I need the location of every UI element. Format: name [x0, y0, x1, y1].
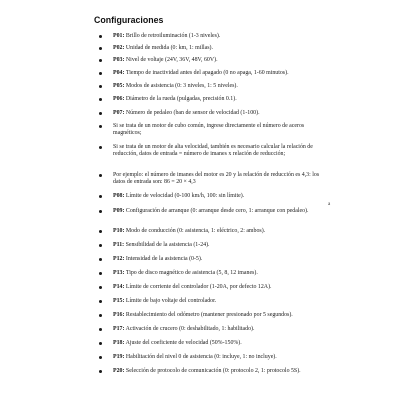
setting-code: P07: [113, 110, 125, 116]
bullet-icon [99, 370, 102, 373]
setting-description: Número de pedaleo (ban de sensor de velocidad (1-100). [124, 110, 260, 116]
setting-code: P09: [113, 208, 125, 214]
setting-description: Sensibilidad de la asistencia (1-24). [124, 242, 210, 248]
bullet-icon [99, 125, 102, 128]
setting-description: Límite de corriente del controlador (1-20A, por defecto 12A). [124, 284, 272, 290]
setting-description: Ajuste del coeficiente de velocidad (50%-150%). [124, 340, 242, 346]
setting-description: Si se trata de un motor de alta velocidad, también es necesario calcular la relación de reducción, datos de entrada = número de imanes x relación de reducción; [113, 144, 313, 158]
setting-description: Modos de asistencia (0: 3 niveles, 1: 5 niveles). [124, 83, 238, 89]
bullet-icon [99, 35, 102, 38]
setting-description: Por ejemplo: el número de imanes del motor es 20 y la relación de reducción es 4,3: los datos de entrada son: 86 = 20 × 4,3 [113, 172, 320, 186]
setting-code: P18: [113, 340, 125, 346]
setting-description: Configuración de arranque (0: arranque desde cero, 1: arranque con pedaleo). [124, 208, 309, 214]
bullet-icon [99, 59, 102, 62]
setting-description: Modo de conducción (0: asistencia, 1: eléctrico, 2: ambos). [124, 228, 266, 234]
setting-code: P13: [113, 270, 125, 276]
document-heading: Configuraciones [94, 15, 164, 25]
setting-description: Unidad de medida (0: km, 1: millas). [124, 45, 213, 51]
setting-description: Tiempo de inactividad antes del apagado (0 no apaga, 1-60 minutos). [124, 70, 289, 76]
setting-description: Si se trata de un motor de cubo común, ingrese directamente el número de aceros magnéticos; [113, 123, 305, 137]
bullet-icon [99, 314, 102, 317]
setting-description: Brillo de retroiluminación (1-3 niveles). [124, 33, 221, 39]
bullet-icon [99, 47, 102, 50]
bullet-icon [99, 286, 102, 289]
setting-description: Límite de velocidad (0-100 km/h, 100: sin límite). [124, 193, 245, 199]
stray-mark: a [328, 202, 331, 207]
bullet-icon [99, 272, 102, 275]
setting-code: P14: [113, 284, 125, 290]
setting-description: Diámetro de la rueda (pulgadas, precisión 0.1). [124, 96, 237, 102]
bullet-icon [99, 98, 102, 101]
bullet-icon [99, 300, 102, 303]
bullet-icon [99, 72, 102, 75]
setting-code: P15: [113, 298, 125, 304]
setting-code: P10: [113, 228, 125, 234]
setting-code: P17: [113, 326, 125, 332]
bullet-icon [99, 258, 102, 261]
setting-description: Activación de crucero (0: deshabilitado, 1: habilitado). [124, 326, 255, 332]
setting-code: P05: [113, 83, 125, 89]
setting-code: P04: [113, 70, 125, 76]
bullet-icon [99, 230, 102, 233]
bullet-icon [99, 174, 102, 177]
bullet-icon [99, 328, 102, 331]
setting-code: P12: [113, 256, 125, 262]
setting-code: P02: [113, 45, 125, 51]
setting-description: Restablecimiento del odómetro (mantener presionado por 5 segundos). [124, 312, 293, 318]
bullet-icon [99, 112, 102, 115]
setting-description: Habilitación del nivel 0 de asistencia (0: incluye, 1: no incluye). [124, 354, 277, 360]
setting-description: Intensidad de la asistencia (0-5). [124, 256, 203, 262]
setting-code: P01: [113, 33, 125, 39]
bullet-icon [99, 210, 102, 213]
bullet-icon [99, 146, 102, 149]
setting-description: Tipo de disco magnético de asistencia (5, 8, 12 imanes). [124, 270, 258, 276]
setting-code: P11: [113, 242, 125, 248]
setting-description: Límite de bajo voltaje del controlador. [124, 298, 217, 304]
setting-code: P16: [113, 312, 125, 318]
bullet-icon [99, 85, 102, 88]
bullet-icon [99, 244, 102, 247]
setting-description: Selección de protocolo de comunicación (0: protocolo 2, 1: protocolo 5S). [124, 368, 301, 374]
bullet-icon [99, 342, 102, 345]
setting-code: P20: [113, 368, 125, 374]
setting-description: Nivel de voltaje (24V, 36V, 48V, 60V). [124, 57, 218, 63]
setting-code: P19: [113, 354, 125, 360]
setting-code: P03: [113, 57, 125, 63]
bullet-icon [99, 356, 102, 359]
bullet-icon [99, 195, 102, 198]
setting-code: P08: [113, 193, 125, 199]
setting-code: P06: [113, 96, 125, 102]
